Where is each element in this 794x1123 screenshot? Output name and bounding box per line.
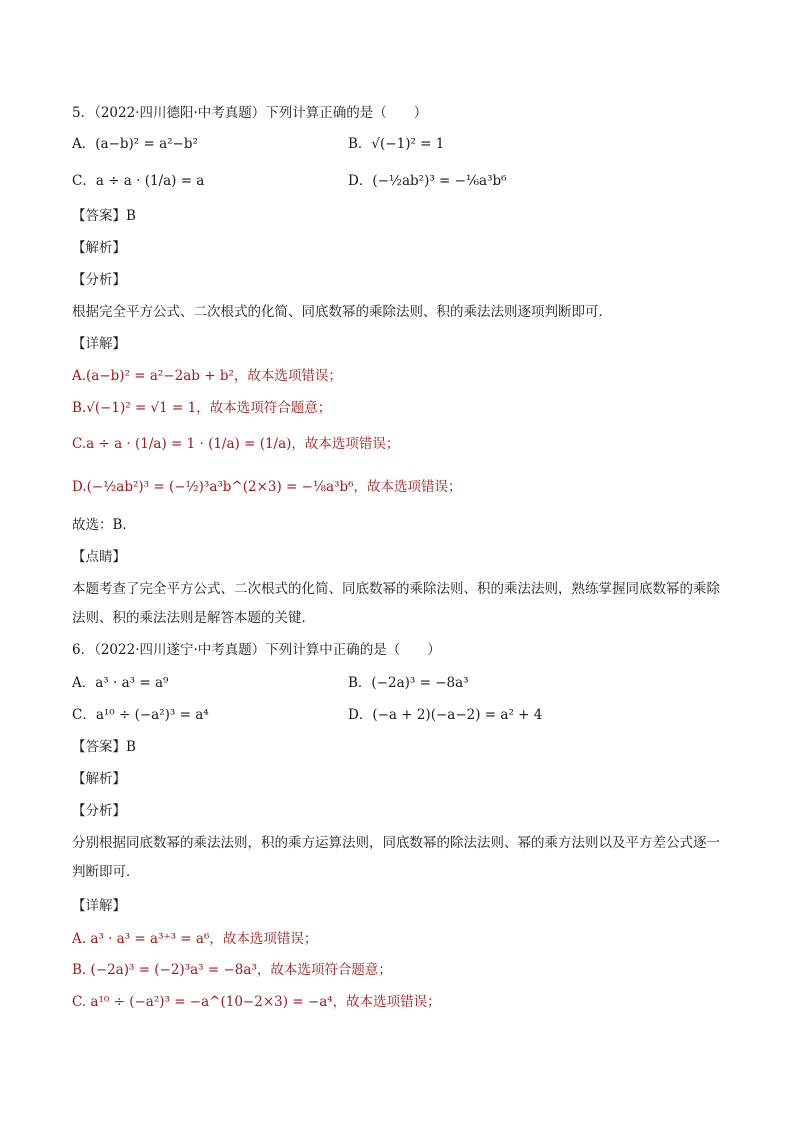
q5-option-a: A．(a−b)² = a²−b² — [72, 136, 198, 152]
q5-dianjing-heading: 【点睛】 — [72, 549, 126, 565]
q5-option-b: B．√(−1)² = 1 — [348, 136, 445, 152]
q5-detail-d: D.(−½ab²)³ = (−½)³a³b^(2×3) = −⅛a³b⁶，故本选项错误； — [72, 479, 462, 495]
q5-detail-c: C.a ÷ a · (1/a) = 1 · (1/a) = (1/a)，故本选项错误； — [72, 436, 400, 452]
q5-guxuan: 故选：B． — [72, 517, 136, 533]
q5-fenxi-heading: 【分析】 — [72, 272, 126, 288]
q6-detail-a: A. a³ · a³ = a³⁺³ = a⁶，故本选项错误； — [72, 931, 318, 947]
q6-fenxi-text: 分别根据同底数幂的乘法法则，积的乘方运算法则，同底数幂的除法法则、幂的乘方法则以及平方差公式逐一判断即可． — [72, 835, 720, 880]
q6-option-c: C．a¹⁰ ÷ (−a²)³ = a⁴ — [72, 707, 209, 723]
q5-xiangjie-heading: 【详解】 — [72, 336, 126, 352]
q6-option-a: A．a³ · a³ = a⁹ — [72, 675, 169, 691]
q6-fenxi-heading: 【分析】 — [72, 803, 126, 819]
q6-stem: 6．（2022·四川遂宁·中考真题）下列计算中正确的是（ ） — [72, 642, 441, 658]
q6-answer: 【答案】B — [72, 739, 136, 755]
q5-detail-a: A.(a−b)² = a²−2ab + b²，故本选项错误； — [72, 368, 342, 384]
q5-option-c: C．a ÷ a · (1/a) = a — [72, 173, 205, 189]
q6-option-b: B．(−2a)³ = −8a³ — [348, 675, 469, 691]
q6-jiexi-heading: 【解析】 — [72, 771, 126, 787]
q6-xiangjie-heading: 【详解】 — [72, 898, 126, 914]
q5-jiexi-heading: 【解析】 — [72, 240, 126, 256]
q5-option-d: D．(−½ab²)³ = −⅙a³b⁶ — [348, 173, 507, 189]
q6-detail-b: B. (−2a)³ = (−2)³a³ = −8a³，故本选项符合题意； — [72, 962, 392, 978]
q6-detail-c: C. a¹⁰ ÷ (−a²)³ = −a^(10−2×3) = −a⁴，故本选项错误； — [72, 994, 441, 1010]
q5-stem: 5．（2022·四川德阳·中考真题）下列计算正确的是（ ） — [72, 105, 428, 121]
q5-fenxi-text: 根据完全平方公式、二次根式的化简、同底数幂的乘除法则、积的乘法法则逐项判断即可． — [72, 304, 612, 320]
q5-answer: 【答案】B — [72, 208, 136, 224]
q5-detail-b: B.√(−1)² = √1 = 1，故本选项符合题意； — [72, 400, 332, 416]
q6-option-d: D．(−a + 2)(−a−2) = a² + 4 — [348, 707, 543, 723]
q5-dianjing-text: 本题考查了完全平方公式、二次根式的化简、同底数幂的乘除法则、积的乘法法则，熟练掌握同底数幂的乘除法则、积的乘法法则是解答本题的关键． — [72, 581, 720, 626]
